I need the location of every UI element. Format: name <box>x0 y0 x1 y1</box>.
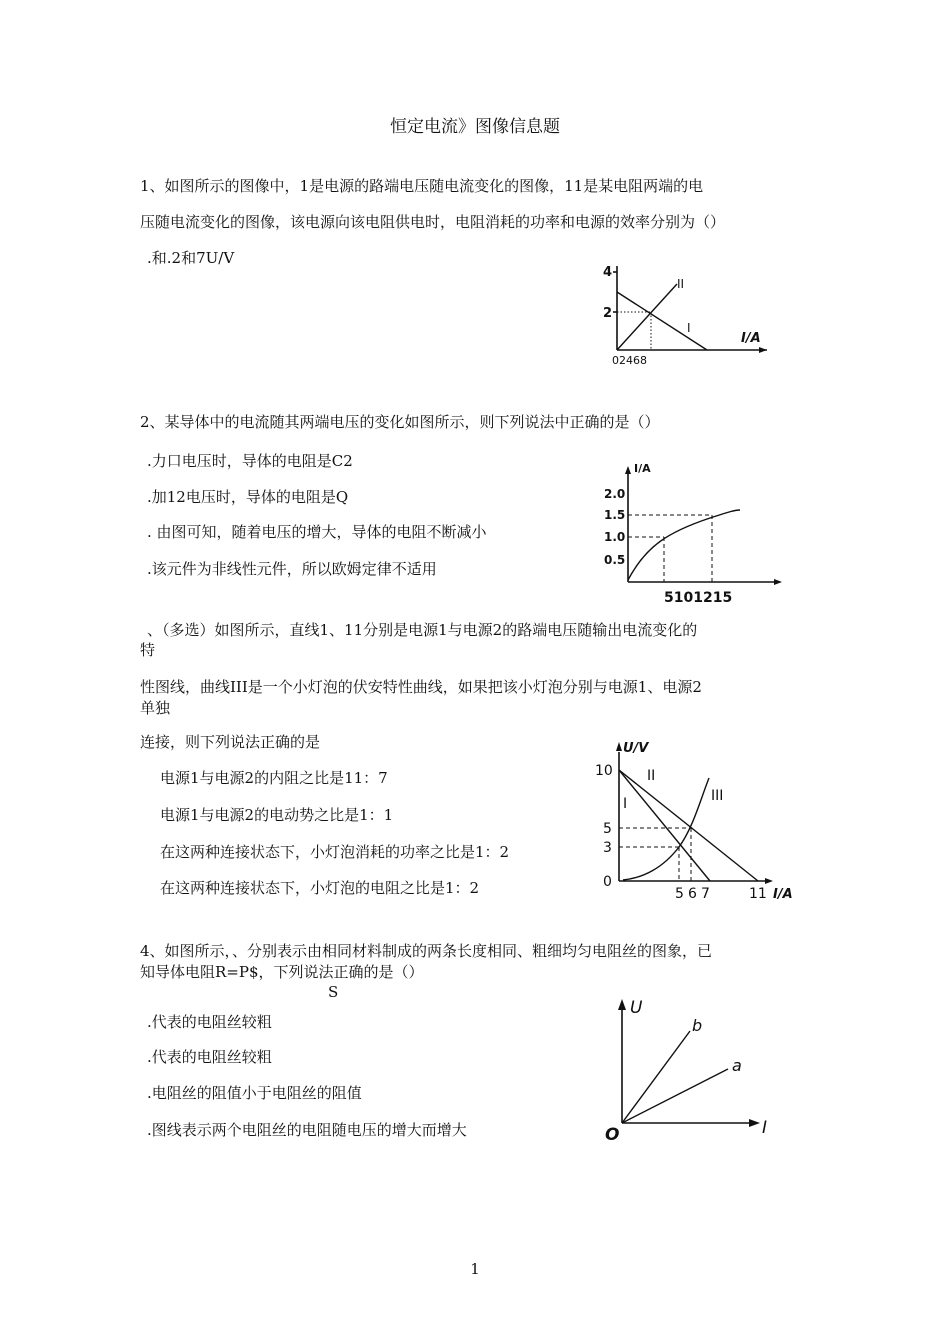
fig4-label-b: b <box>692 1016 703 1035</box>
q3-option-b: 电源1与电源2的电动势之比是1：1 <box>160 806 394 824</box>
figure-4-graph <box>600 995 780 1150</box>
fig4-y-arrow <box>618 999 626 1010</box>
fig4-label-a: a <box>732 1056 742 1075</box>
q3-line-1: 、（多选）如图所示，直线1、11分别是电源1与电源2的路端电压随输出电流变化的 <box>147 621 698 639</box>
page-title: 恒定电流》图像信息题 <box>390 117 560 137</box>
fig1-label-II: II <box>677 277 685 291</box>
fig4-x-arrow <box>749 1119 760 1127</box>
q4-line-2-subscript: S <box>328 983 339 1001</box>
fig3-x-tick-label: 5 <box>675 886 684 902</box>
q3-option-c: 在这两种连接状态下，小灯泡消耗的功率之比是1：2 <box>160 843 510 861</box>
fig1-y-tick-label: 4 <box>603 265 613 280</box>
q1-line-3: .和.2和7U/V <box>147 249 235 267</box>
q3-option-a: 电源1与电源2的内阻之比是11：7 <box>160 769 388 787</box>
figure-3-graph <box>593 738 813 908</box>
fig1-line-II <box>617 284 677 350</box>
fig2-curve <box>628 510 740 580</box>
fig3-y-tick-label: 5 <box>603 821 612 837</box>
fig3-line-II <box>619 770 758 881</box>
q4-line-2: 知导体电阻R=P$，下列说法正确的是（） <box>140 963 424 981</box>
q4-option-c: .电阻丝的阻值小于电阻丝的阻值 <box>147 1084 362 1102</box>
q2-stem: 2、某导体中的电流随其两端电压的变化如图所示，则下列说法中正确的是（） <box>140 413 660 431</box>
fig3-label-II: II <box>647 768 656 784</box>
fig2-y-tick-label: 1.5 <box>604 508 626 522</box>
fig1-x-label: I/A <box>741 331 761 346</box>
fig3-y-arrow <box>616 742 622 751</box>
fig2-y-label: I/A <box>634 462 651 475</box>
fig2-y-tick-label: 2.0 <box>604 487 626 501</box>
fig3-y-label: U/V <box>623 741 649 756</box>
fig1-x-arrow <box>759 347 767 353</box>
q4-option-b: .代表的电阻丝较粗 <box>147 1048 272 1066</box>
fig3-x-tick-label: 6 <box>688 886 697 902</box>
q1-line-2: 压随电流变化的图像，该电源向该电阻供电时，电阻消耗的功率和电源的效率分别为（） <box>140 213 726 231</box>
fig4-x-label: I <box>762 1118 768 1138</box>
q4-line-1: 4、如图所示，、分别表示由相同材料制成的两条长度相同、粗细均匀电阻丝的图象，已 <box>140 942 713 960</box>
fig3-x-tick-label: 11 <box>749 886 767 902</box>
fig2-x-tick-labels: 5101215 <box>664 590 733 606</box>
q3-line-1-wrap: 特 <box>140 641 156 659</box>
fig3-x-arrow <box>765 878 773 884</box>
fig2-y-arrow <box>625 466 631 474</box>
fig3-label-I: I <box>623 796 628 812</box>
fig4-line-a <box>622 1069 728 1123</box>
fig3-y-tick-label: 3 <box>603 840 612 856</box>
fig2-y-tick-label: 0.5 <box>604 553 626 567</box>
fig1-label-I: I <box>687 321 691 335</box>
q3-line-2: 性图线，曲线III是一个小灯泡的伏安特性曲线，如果把该小灯泡分别与电源1、电源2 <box>140 678 702 696</box>
figure-2-graph <box>598 460 788 605</box>
fig4-y-label: U <box>630 998 643 1018</box>
fig2-x-arrow <box>774 579 782 585</box>
fig4-line-b <box>622 1031 690 1123</box>
q3-line-3: 连接，则下列说法正确的是 <box>140 733 321 751</box>
q3-option-d: 在这两种连接状态下，小灯泡的电阻之比是1：2 <box>160 879 480 897</box>
q2-option-a: .力口电压时，导体的电阻是C2 <box>147 452 353 470</box>
figure-1-graph <box>595 262 775 366</box>
fig1-y-tick-label: 2 <box>603 306 613 321</box>
fig4-origin-label: O <box>605 1125 620 1145</box>
q2-option-b: .加12电压时，导体的电阻是Q <box>147 488 349 506</box>
fig3-y-tick-label: 10 <box>595 763 613 779</box>
q4-option-d: .图线表示两个电阻丝的电阻随电压的增大而增大 <box>147 1121 467 1139</box>
fig3-y-tick-label: 0 <box>603 874 612 890</box>
fig1-x-tick-labels: 02468 <box>612 354 647 367</box>
fig3-x-tick-label: 7 <box>701 886 710 902</box>
q2-option-c: . 由图可知，随着电压的增大，导体的电阻不断减小 <box>147 523 487 541</box>
fig3-line-I <box>619 770 710 881</box>
fig3-label-III: III <box>711 788 724 804</box>
q3-line-2-wrap: 单独 <box>140 699 171 717</box>
q4-option-a: .代表的电阻丝较粗 <box>147 1013 272 1031</box>
fig3-x-label: I/A <box>773 887 793 902</box>
q1-line-1: 1、如图所示的图像中，1是电源的路端电压随电流变化的图像，11是某电阻两端的电 <box>140 177 704 195</box>
fig2-y-tick-label: 1.0 <box>604 530 626 544</box>
q2-option-d: .该元件为非线性元件，所以欧姆定律不适用 <box>147 560 437 578</box>
page-number: 1 <box>470 1260 480 1278</box>
